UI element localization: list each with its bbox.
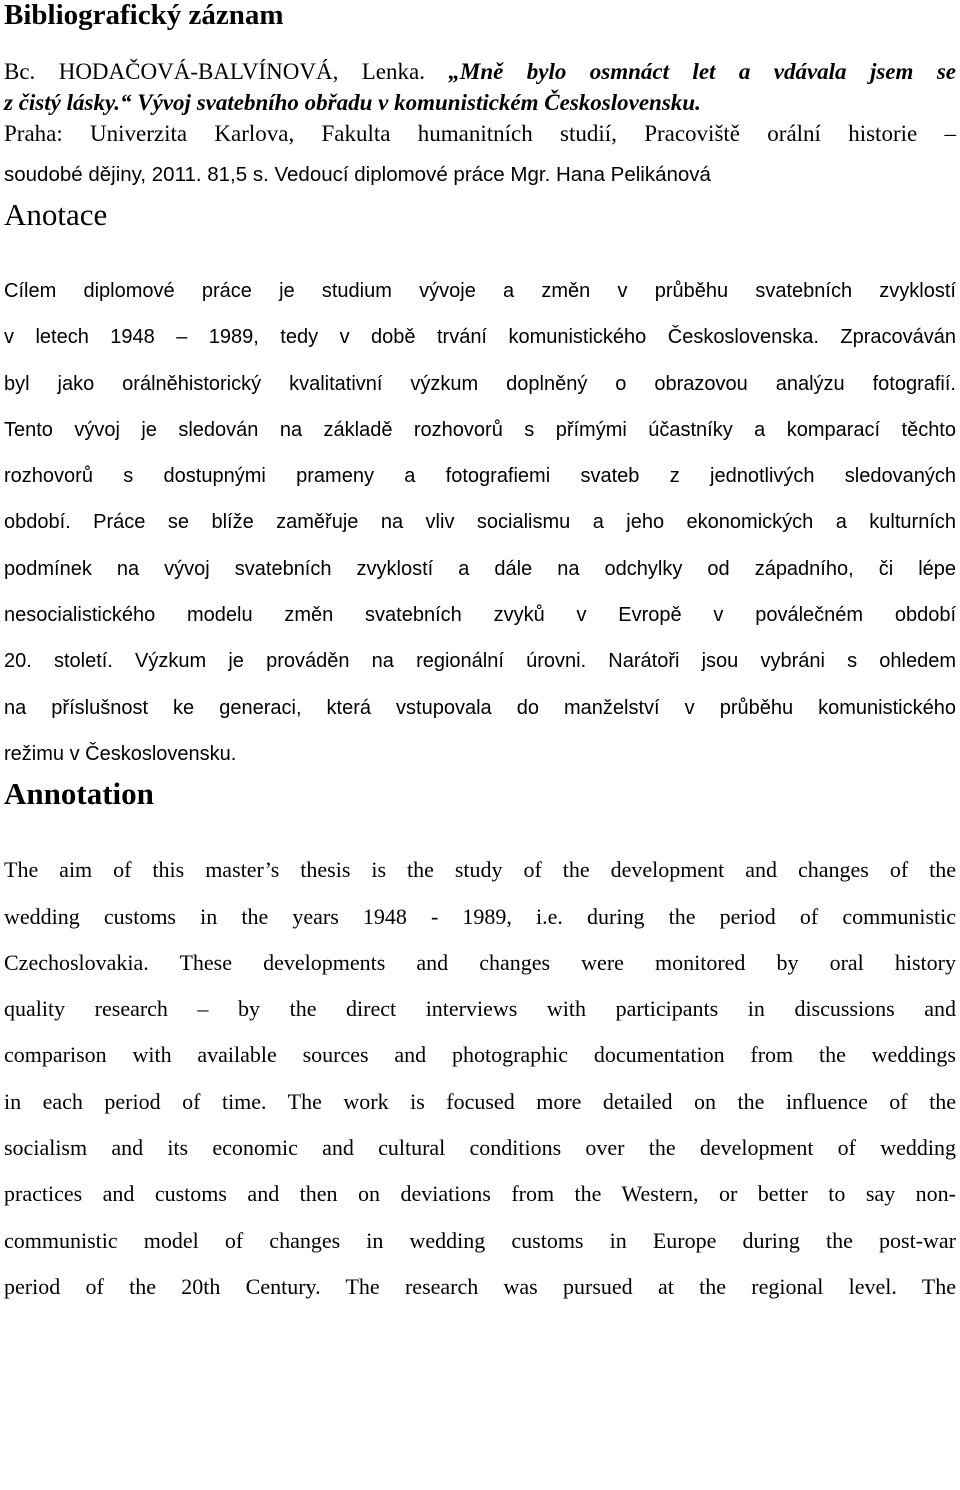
anotace-line: období. Práce se blíže zaměřuje na vliv socialismu a jeho ekonomických a kulturních	[4, 511, 956, 534]
biblio-line-3: Praha: Univerzita Karlova, Fakulta humanitních studií, Pracoviště orální historie –	[4, 121, 956, 146]
annotation-line: practices and customs and then on deviations from the Western, or better to say non-	[4, 1181, 956, 1207]
anotace-line: byl jako orálněhistorický kvalitativní výzkum doplněný o obrazovou analýzu fotografií.	[4, 372, 956, 395]
anotace-paragraph	[4, 268, 956, 777]
page-title: Bibliografický záznam	[4, 0, 284, 31]
annotation-paragraph	[4, 847, 956, 1310]
annotation-line: wedding customs in the years 1948 - 1989, i.e. during the period of communistic	[4, 903, 956, 929]
annotation-line: comparison with available sources and photographic documentation from the weddings	[4, 1042, 956, 1068]
biblio-title-part-2: z čistý lásky.“ Vývoj svatebního obřadu v komunistickém Československu.	[4, 90, 701, 115]
annotation-heading: Annotation	[4, 776, 154, 812]
anotace-line: nesocialistického modelu změn svatebních zvyků v Evropě v poválečném období	[4, 604, 956, 627]
biblio-author: Bc. HODAČOVÁ-BALVÍNOVÁ, Lenka.	[4, 59, 449, 84]
anotace-line: 20. století. Výzkum je prováděn na regionální úrovni. Narátoři jsou vybráni s ohledem	[4, 650, 956, 673]
bibliographic-record	[4, 48, 956, 198]
annotation-line: in each period of time. The work is focused more detailed on the influence of the	[4, 1088, 956, 1114]
anotace-line: Cílem diplomové práce je studium vývoje a změn v průběhu svatebních zvyklostí	[4, 280, 956, 302]
annotation-line: Czechoslovakia. These developments and changes were monitored by oral history	[4, 949, 956, 975]
anotace-line: rozhovorů s dostupnými prameny a fotografiemi svateb z jednotlivých sledovaných	[4, 465, 956, 488]
anotace-heading: Anotace	[4, 197, 108, 232]
annotation-line: period of the 20th Century. The research was pursued at the regional level. The	[4, 1273, 956, 1299]
anotace-line: podmínek na vývoj svatebních zvyklostí a dále na odchylky od západního, či lépe	[4, 557, 956, 580]
anotace-line: na příslušnost ke generaci, která vstupovala do manželství v průběhu komunistického	[4, 696, 956, 719]
biblio-title-part-1: „Mně bylo osmnáct let a vdávala jsem se	[448, 59, 956, 84]
biblio-line-4: soudobé dějiny, 2011. 81,5 s. Vedoucí diplomové práce Mgr. Hana Pelikánová	[4, 163, 711, 186]
annotation-line: communistic model of changes in wedding customs in Europe during the post-war	[4, 1227, 956, 1253]
anotace-line: režimu v Československu.	[4, 742, 237, 765]
anotace-line: Tento vývoj je sledován na základě rozhovorů s přímými účastníky a komparací těchto	[4, 418, 956, 441]
anotace-line: v letech 1948 – 1989, tedy v době trvání komunistického Československa. Zpracováván	[4, 326, 956, 349]
annotation-line: The aim of this master’s thesis is the study of the development and changes of the	[4, 857, 956, 883]
annotation-line: socialism and its economic and cultural conditions over the development of wedding	[4, 1135, 956, 1161]
document-page	[4, 0, 956, 1310]
annotation-line: quality research – by the direct interviews with participants in discussions and	[4, 996, 956, 1022]
